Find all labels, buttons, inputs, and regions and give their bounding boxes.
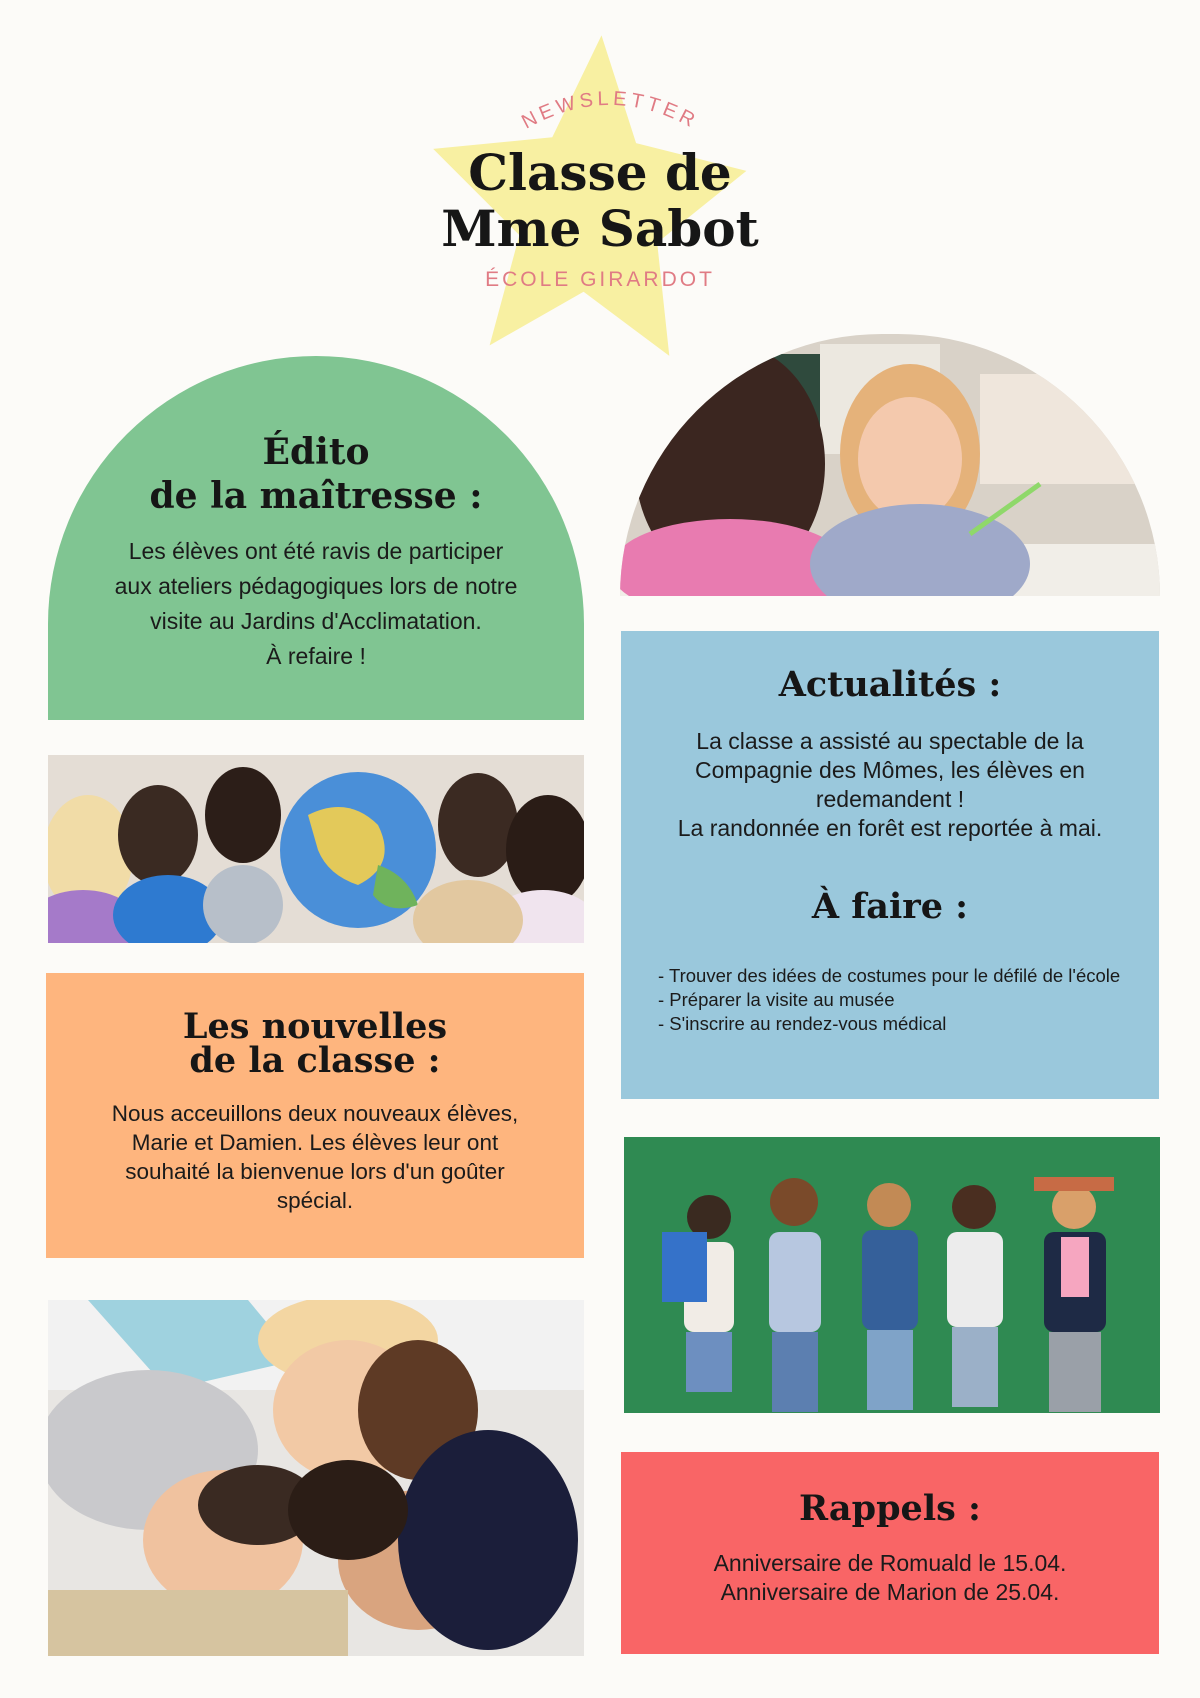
nouvelles-line: Nous acceuillons deux nouveaux élèves, (111, 1101, 519, 1126)
a-faire-list (658, 964, 1128, 1036)
rappels-line: Anniversaire de Romuald le 15.04. (713, 1550, 1067, 1576)
svg-text:NEWSLETTER: NEWSLETTER (518, 87, 702, 134)
edito-text (80, 534, 552, 674)
rappels-title: Rappels : (799, 1488, 981, 1529)
edito-title (48, 430, 584, 518)
edito-line: Les élèves ont été ravis de participer (128, 538, 504, 564)
a-faire-item: - Trouver des idées de costumes pour le défilé de l'école (658, 965, 1121, 986)
actualites-line: La randonnée en forêt est reportée à mai. (677, 815, 1103, 841)
title-line-2: Mme Sabot (441, 199, 759, 258)
actualites-text (641, 727, 1139, 843)
edito-title-line-1: Édito (262, 431, 370, 473)
nouvelles-title (46, 1006, 584, 1081)
nouvelles-line: souhaité la bienvenue lors d'un goûter (125, 1159, 505, 1184)
a-faire-title: À faire : (811, 886, 969, 927)
photo-children-globe (48, 755, 584, 943)
actualites-line: La classe a assisté au spectable de la (696, 728, 1084, 754)
nouvelles-title-line-2: de la classe : (189, 1040, 441, 1081)
nouvelles-title-line-1: Les nouvelles (182, 1006, 448, 1047)
a-faire-item: - Préparer la visite au musée (658, 989, 895, 1010)
school-name: ÉCOLE GIRARDOT (485, 268, 715, 291)
nouvelles-text (80, 1099, 550, 1215)
nouvelles-line: spécial. (276, 1188, 354, 1213)
edito-line: À refaire ! (266, 643, 366, 669)
rappels-line: Anniversaire de Marion de 25.04. (720, 1579, 1060, 1605)
edito-line: visite au Jardins d'Acclimatation. (150, 608, 482, 634)
rappels-text (641, 1549, 1139, 1607)
edito-line: aux ateliers pédagogiques lors de notre (114, 573, 518, 599)
edito-title-line-2: de la maîtresse : (149, 475, 483, 517)
page-title (380, 145, 820, 257)
photo-kids-chalkboard (624, 1137, 1160, 1413)
actualites-title: Actualités : (778, 664, 1002, 705)
actualites-line: Compagnie des Mômes, les élèves en (695, 757, 1085, 783)
a-faire-item: - S'inscrire au rendez-vous médical (658, 1013, 947, 1034)
actualites-line: redemandent ! (815, 786, 965, 812)
nouvelles-line: Marie et Damien. Les élèves leur ont (131, 1130, 499, 1155)
title-line-1: Classe de (468, 143, 732, 202)
photo-kids-playing (48, 1300, 584, 1656)
